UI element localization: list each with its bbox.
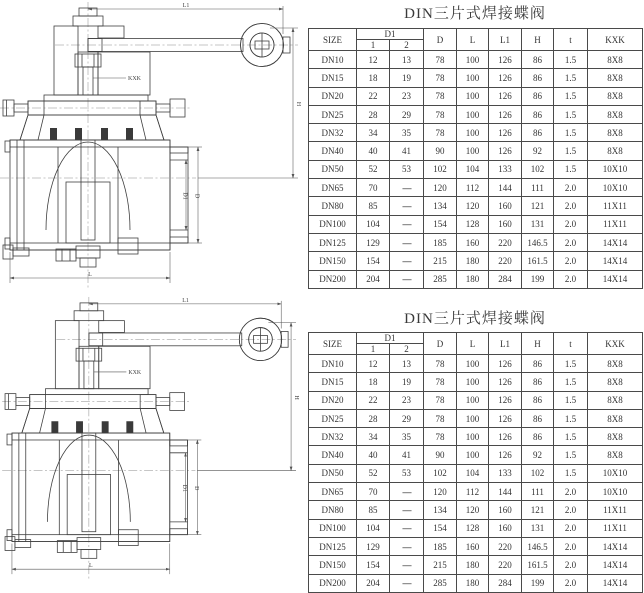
value-cell: 11X11 [588,519,643,537]
value-cell: 199 [522,574,554,592]
value-cell: 100 [457,373,489,391]
value-cell: 285 [424,574,457,592]
value-cell: 86 [522,87,554,105]
value-cell: 8X8 [588,105,643,123]
size-cell: DN10 [309,355,357,373]
header-d1: D1 [357,29,424,40]
value-cell: 8X8 [588,87,643,105]
value-cell: 23 [390,391,424,409]
table-row [309,373,643,391]
value-cell: 78 [424,51,457,69]
value-cell: 12 [357,355,390,373]
value-cell: 2.0 [554,519,588,537]
value-cell: 86 [522,391,554,409]
header-d1: D1 [357,333,424,344]
size-cell: DN125 [309,537,357,555]
value-cell: 111 [522,483,554,501]
value-cell: 131 [522,215,554,233]
value-cell: 1.5 [554,391,588,409]
value-cell: 146.5 [522,233,554,251]
section-title-2: DIN三片式焊接蝶阀 [404,311,546,327]
value-cell: 102 [522,464,554,482]
value-cell: 131 [522,519,554,537]
value-cell: 154 [357,556,390,574]
size-cell: DN150 [309,556,357,574]
value-cell: — [390,483,424,501]
value-cell: 144 [489,483,522,501]
value-cell: 2.0 [554,179,588,197]
value-cell: 23 [390,87,424,105]
value-cell: 52 [357,160,390,178]
header-d1-sub1: 1 [357,344,390,355]
size-cell: DN10 [309,51,357,69]
value-cell: 2.0 [554,197,588,215]
table-header [309,29,643,51]
value-cell: 120 [424,483,457,501]
value-cell: 284 [489,574,522,592]
value-cell: 215 [424,556,457,574]
value-cell: 215 [424,252,457,270]
value-cell: 41 [390,142,424,160]
size-cell: DN65 [309,483,357,501]
value-cell: 104 [357,215,390,233]
value-cell: 12 [357,51,390,69]
value-cell: 92 [522,142,554,160]
value-cell: 78 [424,87,457,105]
header-l1: L1 [489,29,522,51]
size-cell: DN50 [309,464,357,482]
value-cell: 1.5 [554,409,588,427]
table-row [309,556,643,574]
value-cell: 160 [489,197,522,215]
value-cell: 10X10 [588,160,643,178]
dimension-table-2 [308,332,643,593]
size-cell: DN65 [309,179,357,197]
header-d: D [424,29,457,51]
value-cell: 204 [357,574,390,592]
value-cell: 104 [357,519,390,537]
value-cell: 284 [489,270,522,288]
value-cell: 86 [522,428,554,446]
value-cell: 180 [457,252,489,270]
value-cell: 100 [457,69,489,87]
value-cell: 100 [457,428,489,446]
value-cell: 104 [457,464,489,482]
value-cell: 185 [424,233,457,251]
value-cell: 1.5 [554,51,588,69]
value-cell: 34 [357,428,390,446]
table-header [309,333,643,355]
table-row [309,391,643,409]
header-h: H [522,29,554,51]
table-row [309,270,643,288]
value-cell: 14X14 [588,556,643,574]
header-l: L [457,333,489,355]
dimension-table-1 [308,28,643,289]
value-cell: 13 [390,355,424,373]
value-cell: 160 [457,233,489,251]
value-cell: 220 [489,537,522,555]
value-cell: 100 [457,391,489,409]
value-cell: 1.5 [554,446,588,464]
value-cell: 86 [522,51,554,69]
value-cell: 78 [424,409,457,427]
value-cell: 86 [522,105,554,123]
value-cell: — [390,233,424,251]
value-cell: 100 [457,124,489,142]
size-cell: DN80 [309,197,357,215]
value-cell: 1.5 [554,124,588,142]
valve-drawing-2 [0,295,305,583]
value-cell: 78 [424,105,457,123]
value-cell: 129 [357,233,390,251]
size-cell: DN25 [309,105,357,123]
table-row [309,519,643,537]
value-cell: 126 [489,51,522,69]
header-h: H [522,333,554,355]
value-cell: 204 [357,270,390,288]
value-cell: 126 [489,124,522,142]
size-cell: DN125 [309,233,357,251]
value-cell: — [390,179,424,197]
value-cell: 29 [390,409,424,427]
value-cell: 120 [457,197,489,215]
value-cell: 100 [457,51,489,69]
header-d: D [424,333,457,355]
value-cell: 14X14 [588,537,643,555]
table-row [309,574,643,592]
value-cell: 78 [424,69,457,87]
value-cell: 40 [357,142,390,160]
size-cell: DN200 [309,270,357,288]
value-cell: 1.5 [554,105,588,123]
value-cell: 133 [489,160,522,178]
value-cell: 120 [457,501,489,519]
value-cell: 2.0 [554,215,588,233]
value-cell: 90 [424,446,457,464]
value-cell: 111 [522,179,554,197]
value-cell: 78 [424,391,457,409]
value-cell: 1.5 [554,142,588,160]
size-cell: DN40 [309,446,357,464]
value-cell: — [390,556,424,574]
size-cell: DN32 [309,428,357,446]
value-cell: 133 [489,464,522,482]
value-cell: 100 [457,142,489,160]
table-row [309,160,643,178]
value-cell: 112 [457,483,489,501]
value-cell: 126 [489,446,522,464]
size-cell: DN15 [309,373,357,391]
value-cell: — [390,574,424,592]
value-cell: 126 [489,87,522,105]
value-cell: 1.5 [554,355,588,373]
value-cell: 112 [457,179,489,197]
value-cell: 144 [489,179,522,197]
value-cell: 160 [489,501,522,519]
value-cell: 129 [357,537,390,555]
value-cell: 100 [457,409,489,427]
value-cell: 52 [357,464,390,482]
value-cell: 161.5 [522,252,554,270]
size-cell: DN20 [309,87,357,105]
value-cell: 35 [390,428,424,446]
value-cell: — [390,215,424,233]
value-cell: 78 [424,124,457,142]
value-cell: 8X8 [588,69,643,87]
value-cell: 126 [489,409,522,427]
value-cell: 53 [390,160,424,178]
value-cell: 78 [424,428,457,446]
table-row [309,464,643,482]
size-cell: DN32 [309,124,357,142]
size-cell: DN200 [309,574,357,592]
table-row [309,124,643,142]
value-cell: 1.5 [554,69,588,87]
value-cell: 18 [357,373,390,391]
header-t: t [554,333,588,355]
value-cell: 29 [390,105,424,123]
header-t: t [554,29,588,51]
value-cell: 78 [424,355,457,373]
value-cell: 100 [457,87,489,105]
value-cell: 154 [424,519,457,537]
size-cell: DN40 [309,142,357,160]
value-cell: 102 [522,160,554,178]
value-cell: 10X10 [588,179,643,197]
value-cell: 70 [357,179,390,197]
value-cell: — [390,197,424,215]
value-cell: 8X8 [588,355,643,373]
value-cell: — [390,501,424,519]
value-cell: 70 [357,483,390,501]
header-d1-sub2: 2 [390,40,424,51]
table-row [309,87,643,105]
value-cell: 121 [522,197,554,215]
value-cell: 102 [424,464,457,482]
value-cell: 8X8 [588,409,643,427]
table-row [309,179,643,197]
table-row [309,233,643,251]
value-cell: 40 [357,446,390,464]
size-cell: DN15 [309,69,357,87]
value-cell: 100 [457,355,489,373]
value-cell: 126 [489,391,522,409]
value-cell: 41 [390,446,424,464]
value-cell: 104 [457,160,489,178]
table-row [309,446,643,464]
value-cell: 2.0 [554,483,588,501]
value-cell: 8X8 [588,446,643,464]
value-cell: 220 [489,233,522,251]
table-row [309,355,643,373]
value-cell: 85 [357,197,390,215]
value-cell: 2.0 [554,574,588,592]
value-cell: 86 [522,69,554,87]
value-cell: 92 [522,446,554,464]
header-kxk: KXK [588,333,643,355]
value-cell: 14X14 [588,233,643,251]
value-cell: 1.5 [554,87,588,105]
value-cell: 1.5 [554,464,588,482]
value-cell: 10X10 [588,483,643,501]
value-cell: 102 [424,160,457,178]
value-cell: 11X11 [588,197,643,215]
value-cell: 2.0 [554,556,588,574]
table-row [309,51,643,69]
value-cell: 1.5 [554,373,588,391]
value-cell: 11X11 [588,501,643,519]
size-cell: DN20 [309,391,357,409]
value-cell: 285 [424,270,457,288]
value-cell: 2.0 [554,537,588,555]
value-cell: 154 [424,215,457,233]
table-row [309,428,643,446]
value-cell: 19 [390,373,424,391]
value-cell: 120 [424,179,457,197]
value-cell: — [390,270,424,288]
value-cell: 154 [357,252,390,270]
table-row [309,252,643,270]
value-cell: 126 [489,355,522,373]
header-size: SIZE [309,333,357,355]
value-cell: 126 [489,428,522,446]
value-cell: 2.0 [554,252,588,270]
header-l1: L1 [489,333,522,355]
value-cell: 180 [457,556,489,574]
value-cell: 86 [522,373,554,391]
value-cell: 128 [457,215,489,233]
value-cell: 14X14 [588,252,643,270]
value-cell: 199 [522,270,554,288]
value-cell: 160 [489,519,522,537]
table-row [309,69,643,87]
value-cell: 180 [457,270,489,288]
value-cell: 22 [357,87,390,105]
size-cell: DN25 [309,409,357,427]
table-row [309,501,643,519]
size-cell: DN100 [309,519,357,537]
size-cell: DN50 [309,160,357,178]
value-cell: 161.5 [522,556,554,574]
value-cell: — [390,252,424,270]
value-cell: 90 [424,142,457,160]
value-cell: 14X14 [588,270,643,288]
value-cell: 2.0 [554,501,588,519]
table-row [309,197,643,215]
value-cell: 220 [489,252,522,270]
value-cell: 53 [390,464,424,482]
section-title-1: DIN三片式焊接蝶阀 [404,6,546,22]
size-cell: DN80 [309,501,357,519]
value-cell: 1.5 [554,428,588,446]
value-cell: 126 [489,142,522,160]
header-d1-sub2: 2 [390,344,424,355]
value-cell: 8X8 [588,124,643,142]
value-cell: 28 [357,409,390,427]
size-cell: DN100 [309,215,357,233]
value-cell: — [390,537,424,555]
value-cell: 13 [390,51,424,69]
value-cell: 86 [522,355,554,373]
size-cell: DN150 [309,252,357,270]
value-cell: 10X10 [588,464,643,482]
value-cell: 160 [489,215,522,233]
table-row [309,409,643,427]
value-cell: 8X8 [588,51,643,69]
value-cell: 1.5 [554,160,588,178]
value-cell: 86 [522,124,554,142]
value-cell: 128 [457,519,489,537]
value-cell: — [390,519,424,537]
table-row [309,142,643,160]
value-cell: 86 [522,409,554,427]
value-cell: 180 [457,574,489,592]
table-row [309,537,643,555]
value-cell: 11X11 [588,215,643,233]
value-cell: 8X8 [588,373,643,391]
value-cell: 28 [357,105,390,123]
value-cell: 14X14 [588,574,643,592]
value-cell: 34 [357,124,390,142]
value-cell: 121 [522,501,554,519]
value-cell: 134 [424,197,457,215]
value-cell: 78 [424,373,457,391]
value-cell: 100 [457,446,489,464]
value-cell: 35 [390,124,424,142]
value-cell: 160 [457,537,489,555]
value-cell: 134 [424,501,457,519]
value-cell: 22 [357,391,390,409]
header-l: L [457,29,489,51]
table-row [309,105,643,123]
value-cell: 2.0 [554,270,588,288]
value-cell: 8X8 [588,428,643,446]
value-cell: 2.0 [554,233,588,251]
header-size: SIZE [309,29,357,51]
value-cell: 85 [357,501,390,519]
header-kxk: KXK [588,29,643,51]
value-cell: 100 [457,105,489,123]
value-cell: 8X8 [588,142,643,160]
header-d1-sub1: 1 [357,40,390,51]
value-cell: 19 [390,69,424,87]
value-cell: 18 [357,69,390,87]
valve-drawing-1 [0,0,305,292]
value-cell: 185 [424,537,457,555]
table-row [309,483,643,501]
value-cell: 8X8 [588,391,643,409]
table-row [309,215,643,233]
value-cell: 126 [489,69,522,87]
value-cell: 220 [489,556,522,574]
value-cell: 126 [489,373,522,391]
value-cell: 126 [489,105,522,123]
value-cell: 146.5 [522,537,554,555]
